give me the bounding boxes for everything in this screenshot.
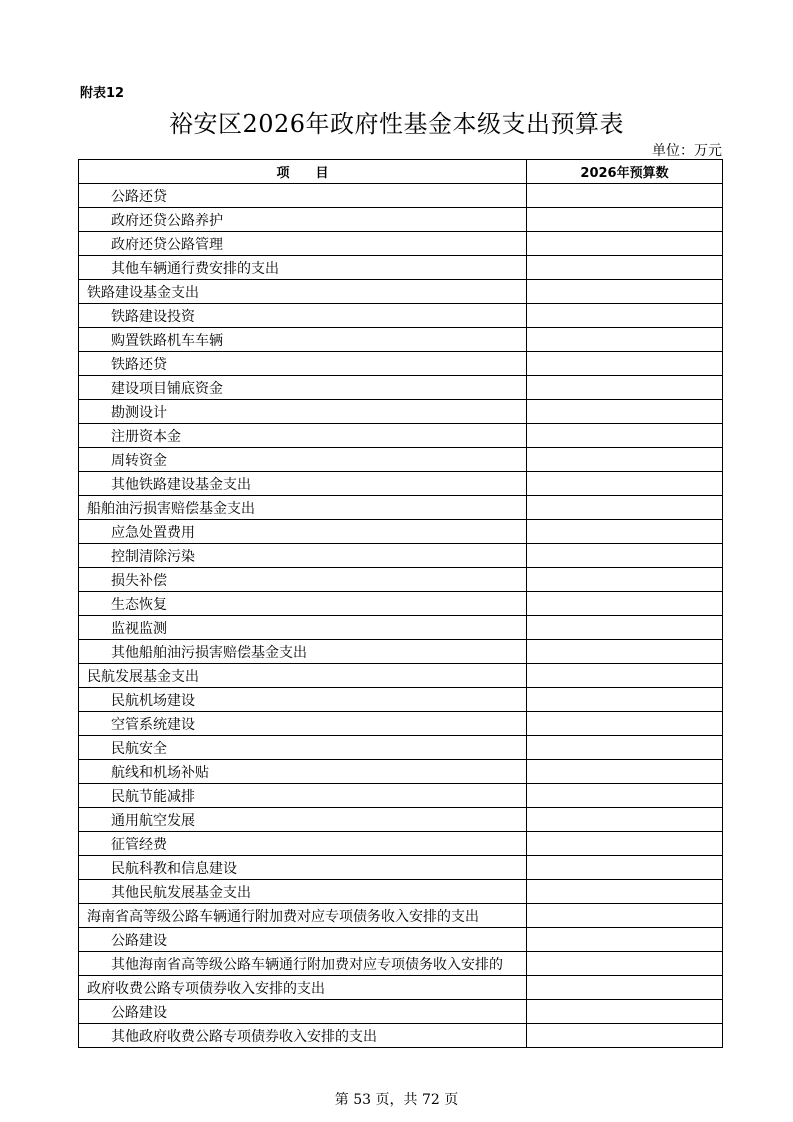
budget-table (78, 159, 723, 1048)
row-item-name: 公路建设 (79, 1000, 527, 1024)
row-budget-value (527, 592, 723, 616)
row-budget-value (527, 904, 723, 928)
table-row (79, 232, 723, 256)
row-item-name: 海南省高等级公路车辆通行附加费对应专项债务收入安排的支出 (79, 904, 527, 928)
row-budget-value (527, 856, 723, 880)
row-item-name: 其他船舶油污损害赔偿基金支出 (79, 640, 527, 664)
row-item-name: 政府还贷公路管理 (79, 232, 527, 256)
column-header-item: 项 目 (79, 160, 527, 184)
table-row (79, 328, 723, 352)
table-row (79, 904, 723, 928)
table-row (79, 376, 723, 400)
row-budget-value (527, 880, 723, 904)
row-budget-value (527, 328, 723, 352)
row-item-name: 公路还贷 (79, 184, 527, 208)
row-budget-value (527, 1000, 723, 1024)
table-row (79, 760, 723, 784)
row-item-name: 航线和机场补贴 (79, 760, 527, 784)
row-budget-value (527, 808, 723, 832)
row-item-name: 铁路建设投资 (79, 304, 527, 328)
table-row (79, 184, 723, 208)
row-budget-value (527, 568, 723, 592)
row-budget-value (527, 352, 723, 376)
row-item-name: 征管经费 (79, 832, 527, 856)
row-item-name: 生态恢复 (79, 592, 527, 616)
row-item-name: 通用航空发展 (79, 808, 527, 832)
row-budget-value (527, 184, 723, 208)
table-row (79, 520, 723, 544)
table-row (79, 712, 723, 736)
row-budget-value (527, 520, 723, 544)
row-item-name: 其他铁路建设基金支出 (79, 472, 527, 496)
row-item-name: 公路建设 (79, 928, 527, 952)
row-item-name: 民航发展基金支出 (79, 664, 527, 688)
table-row (79, 472, 723, 496)
row-item-name: 其他政府收费公路专项债券收入安排的支出 (79, 1024, 527, 1048)
table-row (79, 832, 723, 856)
table-row (79, 400, 723, 424)
row-item-name: 民航机场建设 (79, 688, 527, 712)
table-header-row (79, 160, 723, 184)
row-item-name: 周转资金 (79, 448, 527, 472)
page-footer: 第 53 页，共 72 页 (334, 1092, 459, 1108)
table-row (79, 256, 723, 280)
row-budget-value (527, 208, 723, 232)
row-budget-value (527, 928, 723, 952)
row-budget-value (527, 664, 723, 688)
row-budget-value (527, 376, 723, 400)
table-row (79, 640, 723, 664)
row-budget-value (527, 640, 723, 664)
table-row (79, 1024, 723, 1048)
table-row (79, 664, 723, 688)
column-header-budget: 2026年预算数 (527, 160, 723, 184)
table-row (79, 976, 723, 1000)
table-row (79, 208, 723, 232)
table-row (79, 880, 723, 904)
table-row (79, 424, 723, 448)
row-budget-value (527, 280, 723, 304)
row-budget-value (527, 760, 723, 784)
table-row (79, 496, 723, 520)
row-item-name: 控制清除污染 (79, 544, 527, 568)
row-budget-value (527, 784, 723, 808)
row-item-name: 勘测设计 (79, 400, 527, 424)
table-row (79, 448, 723, 472)
row-budget-value (527, 688, 723, 712)
row-item-name: 民航节能减排 (79, 784, 527, 808)
table-row (79, 592, 723, 616)
row-item-name: 其他海南省高等级公路车辆通行附加费对应专项债务收入安排的 (79, 952, 527, 976)
table-row (79, 352, 723, 376)
row-item-name: 政府收费公路专项债券收入安排的支出 (79, 976, 527, 1000)
row-item-name: 铁路建设基金支出 (79, 280, 527, 304)
table-row (79, 856, 723, 880)
row-item-name: 建设项目铺底资金 (79, 376, 527, 400)
row-budget-value (527, 472, 723, 496)
row-item-name: 政府还贷公路养护 (79, 208, 527, 232)
row-item-name: 其他车辆通行费安排的支出 (79, 256, 527, 280)
row-budget-value (527, 712, 723, 736)
table-row (79, 544, 723, 568)
row-item-name: 注册资本金 (79, 424, 527, 448)
row-budget-value (527, 448, 723, 472)
row-budget-value (527, 616, 723, 640)
table-row (79, 784, 723, 808)
table-row (79, 304, 723, 328)
row-item-name: 损失补偿 (79, 568, 527, 592)
row-budget-value (527, 256, 723, 280)
row-item-name: 民航安全 (79, 736, 527, 760)
unit-label: 单位：万元 (652, 143, 722, 159)
table-row (79, 1000, 723, 1024)
table-row (79, 688, 723, 712)
row-budget-value (527, 976, 723, 1000)
row-budget-value (527, 736, 723, 760)
row-budget-value (527, 1024, 723, 1048)
row-budget-value (527, 832, 723, 856)
table-row (79, 736, 723, 760)
table-row (79, 928, 723, 952)
row-budget-value (527, 304, 723, 328)
table-row (79, 280, 723, 304)
table-row (79, 616, 723, 640)
row-item-name: 民航科教和信息建设 (79, 856, 527, 880)
row-budget-value (527, 544, 723, 568)
attachment-label: 附表12 (80, 86, 125, 101)
row-item-name: 监视监测 (79, 616, 527, 640)
row-item-name: 铁路还贷 (79, 352, 527, 376)
table-row (79, 808, 723, 832)
row-item-name: 空管系统建设 (79, 712, 527, 736)
page-title: 裕安区2026年政府性基金本级支出预算表 (168, 110, 625, 138)
row-budget-value (527, 424, 723, 448)
table-row (79, 952, 723, 976)
table-body (79, 184, 723, 1048)
row-budget-value (527, 400, 723, 424)
row-budget-value (527, 952, 723, 976)
row-item-name: 船舶油污损害赔偿基金支出 (79, 496, 527, 520)
row-budget-value (527, 496, 723, 520)
table-row (79, 568, 723, 592)
row-item-name: 购置铁路机车车辆 (79, 328, 527, 352)
row-item-name: 其他民航发展基金支出 (79, 880, 527, 904)
row-budget-value (527, 232, 723, 256)
row-item-name: 应急处置费用 (79, 520, 527, 544)
